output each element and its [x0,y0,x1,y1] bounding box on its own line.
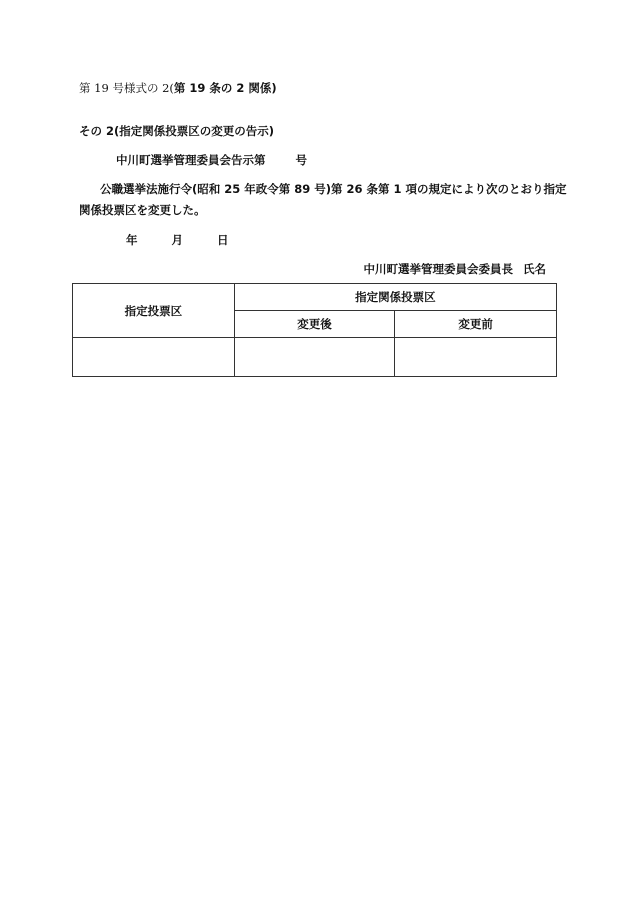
after-change-header: 変更後 [234,311,395,338]
after-change-cell[interactable] [234,338,395,377]
date-day: 日 [217,233,229,247]
form-number-heading [79,80,277,96]
signature-line [364,261,547,277]
signature-name-label: 氏名 [523,262,546,276]
table-header-row [73,284,557,311]
notice-label: 中川町選挙管理委員会告示第 [116,153,266,167]
date-year: 年 [126,233,138,247]
date-line [126,232,229,248]
document-subtitle: その 2(指定関係投票区の変更の告示) [79,124,275,138]
table-row [73,338,557,377]
related-district-header: 指定関係投票区 [234,284,556,311]
signature-title: 中川町選挙管理委員会委員長 [363,262,513,276]
designated-district-header: 指定投票区 [73,284,235,338]
body-text-line-2: 関係投票区を変更した。 [79,203,206,217]
form-relation: 第 19 条の 2 関係) [173,81,277,95]
before-change-cell[interactable] [395,338,557,377]
designated-district-cell[interactable] [73,338,235,377]
before-change-header: 変更前 [395,311,557,338]
notice-suffix: 号 [295,153,307,167]
notice-number-line [116,152,307,168]
form-number: 第 19 号様式の 2( [79,81,174,95]
date-month: 月 [171,233,183,247]
body-text-line-1: 公職選挙法施行令(昭和 25 年政令第 89 号)第 26 条第 1 項の規定により次のとおり指定 [100,182,567,196]
polling-district-table [72,283,557,377]
